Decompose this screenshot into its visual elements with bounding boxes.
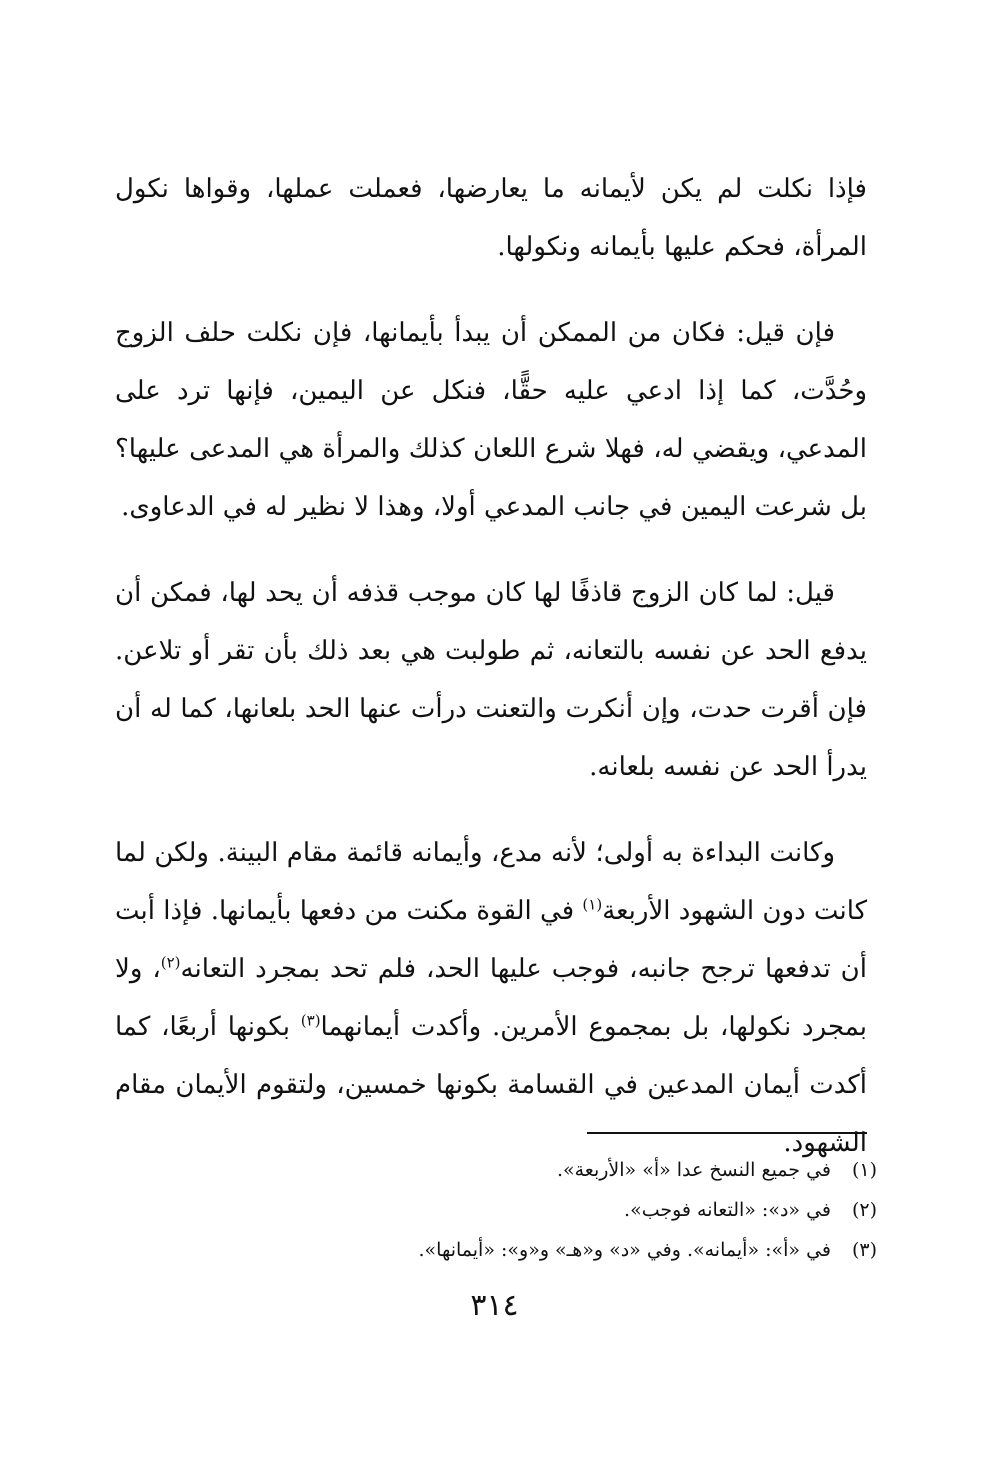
footnote-1: [117, 1150, 877, 1190]
footnote-number: (١): [851, 1159, 877, 1181]
footnote-text: في «د»: «التعانه فوجب».: [624, 1199, 831, 1221]
footnote-text: في جميع النسخ عدا «أ» «الأربعة».: [556, 1159, 831, 1181]
paragraph-1: فإذا نكلت لم يكن لأيمانه ما يعارضها، فعملت عملها، وقواها نكول المرأة، فحكم عليها بأيمانه ونكولها.: [115, 174, 867, 262]
footnote-2: [117, 1190, 877, 1230]
paragraph-4-part-3: ، ولا بمجرد نكولها، بل بمجموع الأمرين. وأكدت أيمانهما: [115, 954, 867, 1042]
footnote-ref-2[interactable]: (٢): [160, 953, 181, 972]
paragraph-2: فإن قيل: فكان من الممكن أن يبدأ بأيمانها، فإن نكلت حلف الزوج وحُدَّت، كما إذا ادعي عليه حقًّا، فنكل عن اليمين، فإنها ترد على المدعي، ويقضي له، فهلا شرع اللعان كذلك والمرأة هي المدعى عليها؟ بل شرعت اليمين في جانب المدعي أولا، وهذا لا نظير له في الدعاوى.: [115, 318, 867, 522]
footnote-ref-1[interactable]: (١): [582, 895, 603, 914]
page-number: ٣١٤: [470, 1288, 519, 1323]
paragraph-4-part-1: وكانت البداءة به أولى؛ لأنه مدع، وأيمانه قائمة مقام البينة. ولكن لما كانت دون الشهود الأربعة: [115, 838, 867, 926]
paragraph-4: [115, 824, 867, 1172]
footnote-3: [117, 1230, 877, 1270]
main-text: [115, 160, 867, 1200]
footnote-number: (٢): [851, 1199, 877, 1221]
footnotes: [117, 1150, 877, 1270]
footnote-number: (٣): [851, 1239, 877, 1261]
paragraph-3: قيل: لما كان الزوج قاذفًا لها كان موجب قذفه أن يحد لها، فمكن أن يدفع الحد عن نفسه بالتعانه، ثم طولبت هي بعد ذلك بأن تقر أو تلاعن. فإن أقرت حدت، وإن أنكرت والتعنت درأت عنها الحد بلعانها، كما له أن يدرأ الحد عن نفسه بلعانه.: [115, 578, 867, 782]
paragraph-4-part-4: بكونها أربعًا، كما أكدت أيمان المدعين في القسامة بكونها خمسين، ولتقوم الأيمان مقام الشهود.: [115, 1012, 867, 1158]
footnote-text: في «أ»: «أيمانه». وفي «د» و«هـ» و«و»: «أيمانها».: [418, 1239, 831, 1261]
paragraph-4-part-2: في القوة مكنت من دفعها بأيمانها. فإذا أبت أن تدفعها ترجح جانبه، فوجب عليها الحد، فلم تحد بمجرد التعانه: [115, 896, 867, 984]
footnote-ref-3[interactable]: (٣): [300, 1011, 321, 1030]
footnote-divider: [587, 1132, 867, 1134]
